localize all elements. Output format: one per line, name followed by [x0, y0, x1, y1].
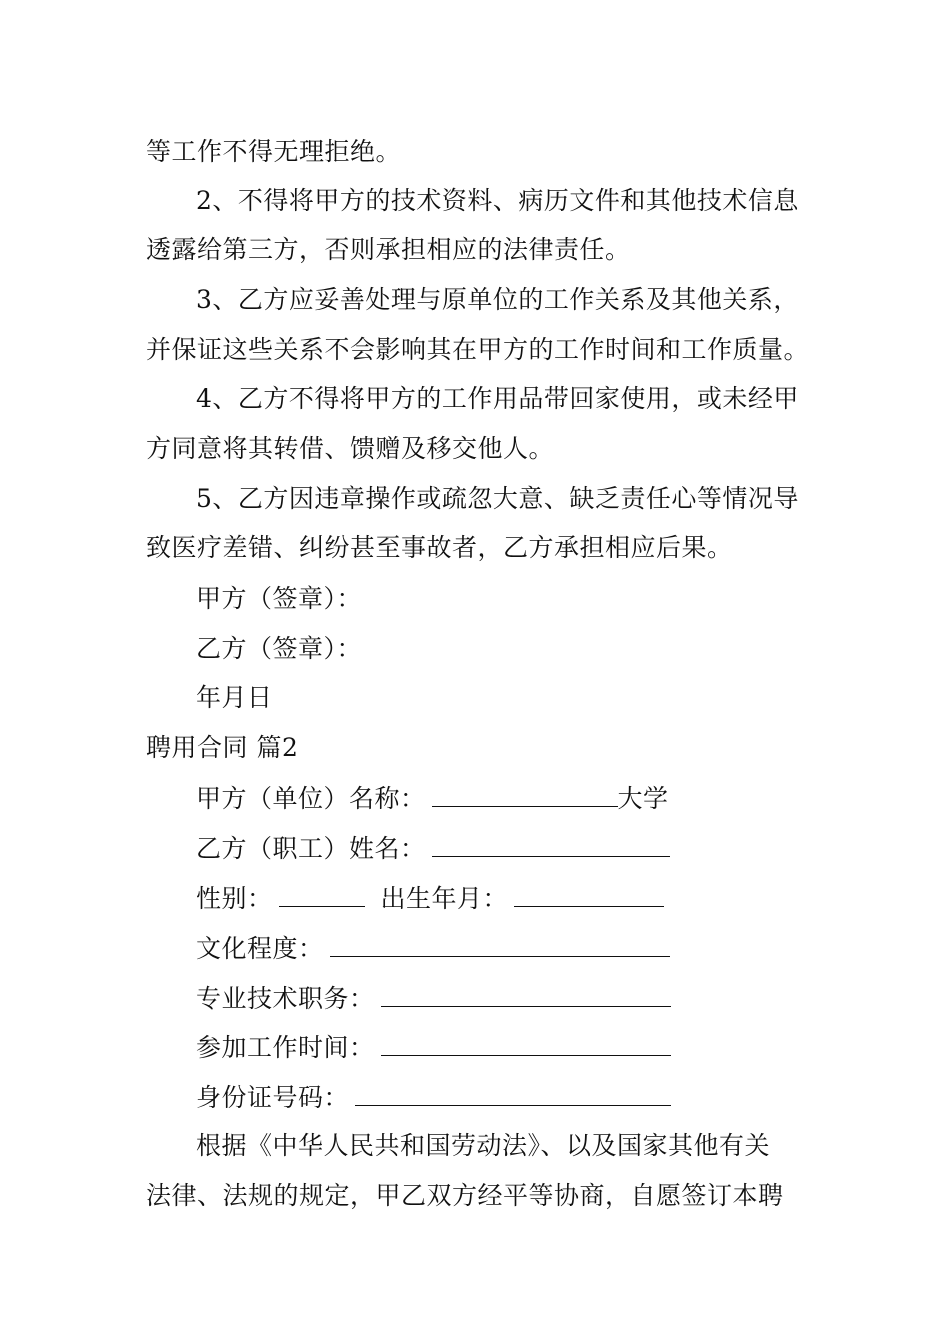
text-line: 致医疗差错、纠纷甚至事故者，乙方承担相应后果。: [146, 533, 733, 562]
date-line: 年月日: [196, 683, 273, 712]
form-row-gender-birth: [196, 882, 866, 914]
title-blank: [381, 982, 671, 1007]
name-blank: [432, 832, 670, 857]
work-start-label: 参加工作时间：: [196, 1033, 375, 1062]
unit-blank: [432, 782, 618, 807]
form-row-work-start: [196, 1031, 866, 1063]
form-row-education: [196, 932, 866, 964]
form-row-unit: [196, 782, 866, 814]
unit-label: 甲方（单位）名称：: [196, 784, 426, 813]
signature-line-party-b: 乙方（签章）：: [196, 634, 363, 663]
id-label: 身份证号码：: [196, 1083, 350, 1112]
text-line: 3、乙方应妥善处理与原单位的工作关系及其他关系，: [196, 285, 799, 314]
form-row-name: [196, 832, 866, 864]
title-label: 专业技术职务：: [196, 984, 375, 1013]
education-label: 文化程度：: [196, 934, 324, 963]
gender-blank: [279, 882, 365, 907]
text-line: 法律、法规的规定，甲乙双方经平等协商，自愿签订本聘: [146, 1181, 784, 1210]
birth-label: 出生年月：: [380, 884, 509, 913]
form-row-id: [196, 1081, 866, 1113]
name-label: 乙方（职工）姓名：: [196, 834, 426, 863]
text-line: 方同意将其转借、馈赠及移交他人。: [146, 434, 555, 463]
education-blank: [330, 932, 670, 957]
form-row-title: [196, 982, 866, 1014]
text-line: 5、乙方因违章操作或疏忽大意、缺乏责任心等情况导: [196, 484, 799, 513]
text-line: 并保证这些关系不会影响其在甲方的工作时间和工作质量。: [146, 335, 810, 364]
gender-label: 性别：: [196, 884, 273, 913]
text-line: 根据《中华人民共和国劳动法》、以及国家其他有关: [196, 1131, 771, 1160]
id-blank: [355, 1081, 671, 1106]
text-line: 等工作不得无理拒绝。: [146, 137, 402, 166]
work-start-blank: [381, 1031, 671, 1056]
signature-line-party-a: 甲方（签章）：: [196, 584, 363, 613]
text-line: 透露给第三方，否则承担相应的法律责任。: [146, 235, 631, 264]
birth-blank: [514, 882, 664, 907]
section-title: 聘用合同 篇2: [146, 733, 299, 762]
text-line: 2、不得将甲方的技术资料、病历文件和其他技术信息: [196, 186, 799, 215]
text-line: 4、乙方不得将甲方的工作用品带回家使用，或未经甲: [196, 384, 799, 413]
unit-suffix: 大学: [617, 784, 669, 813]
